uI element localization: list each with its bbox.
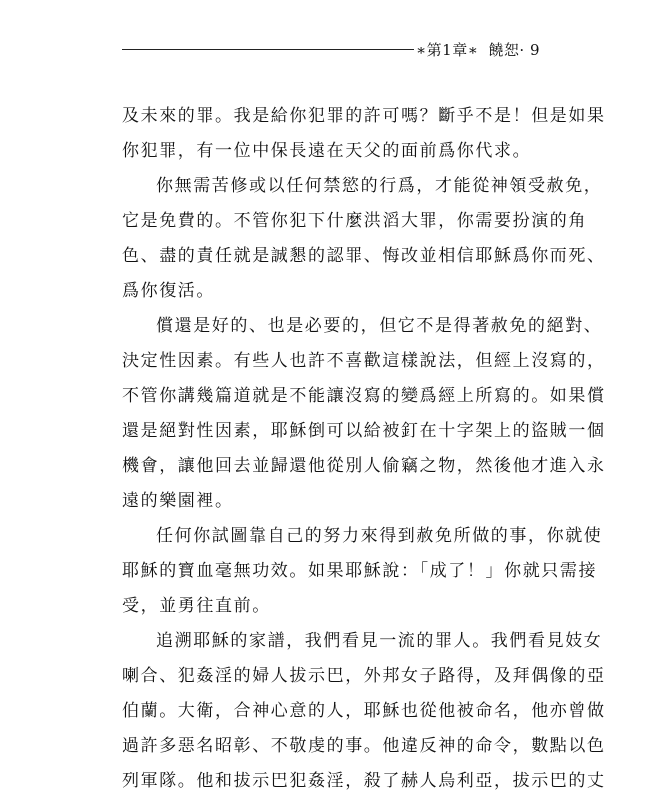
text-line: 色、盡的責任就是誠懇的認罪、悔改並相信耶穌爲你而死、 xyxy=(122,246,606,266)
text-line: 列軍隊。他和拔示巴犯姦淫，殺了赫人烏利亞，拔示巴的丈 xyxy=(122,771,606,791)
paragraph xyxy=(122,99,606,169)
text-line: 追溯耶穌的家譜，我們看見一流的罪人。我們看見妓女 xyxy=(156,631,603,651)
text-line: 償還是好的、也是必要的，但它不是得著赦免的絕對、 xyxy=(156,316,603,336)
chapter-title: 饒恕 xyxy=(488,41,520,59)
paragraph xyxy=(122,624,606,799)
text-line: 爲你復活。 xyxy=(122,281,215,301)
paragraph xyxy=(122,309,606,519)
text-line: 及未來的罪。我是給你犯罪的許可嗎？斷乎不是！但是如果 xyxy=(122,106,606,126)
text-line: 過許多惡名昭彰、不敬虔的事。他違反神的命令，數點以色 xyxy=(122,736,606,756)
text-line: 耶穌的寶血毫無功效。如果耶穌說：「成了！」你就只需接 xyxy=(122,561,598,581)
text-line: 受，並勇往直前。 xyxy=(122,596,271,616)
text-line: 你犯罪，有一位中保長遠在天父的面前爲你代求。 xyxy=(122,141,532,161)
header-rule xyxy=(122,49,414,50)
text-line: 還是絕對性因素，耶穌倒可以給被釘在十字架上的盜賊一個 xyxy=(122,421,606,441)
text-line: 遠的樂園裡。 xyxy=(122,491,234,511)
running-header xyxy=(122,36,540,62)
body-text xyxy=(122,99,606,799)
text-line: 你無需苦修或以任何禁慾的行爲，才能從神領受赦免， xyxy=(156,176,603,196)
text-line: 不管你講幾篇道就是不能讓沒寫的變爲經上所寫的。如果償 xyxy=(122,386,606,406)
header-text xyxy=(416,39,540,60)
text-line: 喇合、犯姦淫的婦人拔示巴，外邦女子路得，及拜偶像的亞 xyxy=(122,666,606,686)
chapter-label: ∗第1章∗ xyxy=(415,41,479,59)
text-line: 它是免費的。不管你犯下什麼洪滔大罪，你需要扮演的角 xyxy=(122,211,587,231)
paragraph xyxy=(122,519,603,624)
paragraph xyxy=(122,169,606,309)
text-line: 決定性因素。有些人也許不喜歡這樣說法，但經上沒寫的， xyxy=(122,351,606,371)
page-number: · 9 xyxy=(519,41,540,59)
text-line: 伯蘭。大衛，合神心意的人，耶穌也從他被命名，他亦曾做 xyxy=(122,701,606,721)
text-line: 機會，讓他回去並歸還他從別人偷竊之物，然後他才進入永 xyxy=(122,456,606,476)
text-line: 任何你試圖靠自己的努力來得到赦免所做的事，你就使 xyxy=(156,526,603,546)
